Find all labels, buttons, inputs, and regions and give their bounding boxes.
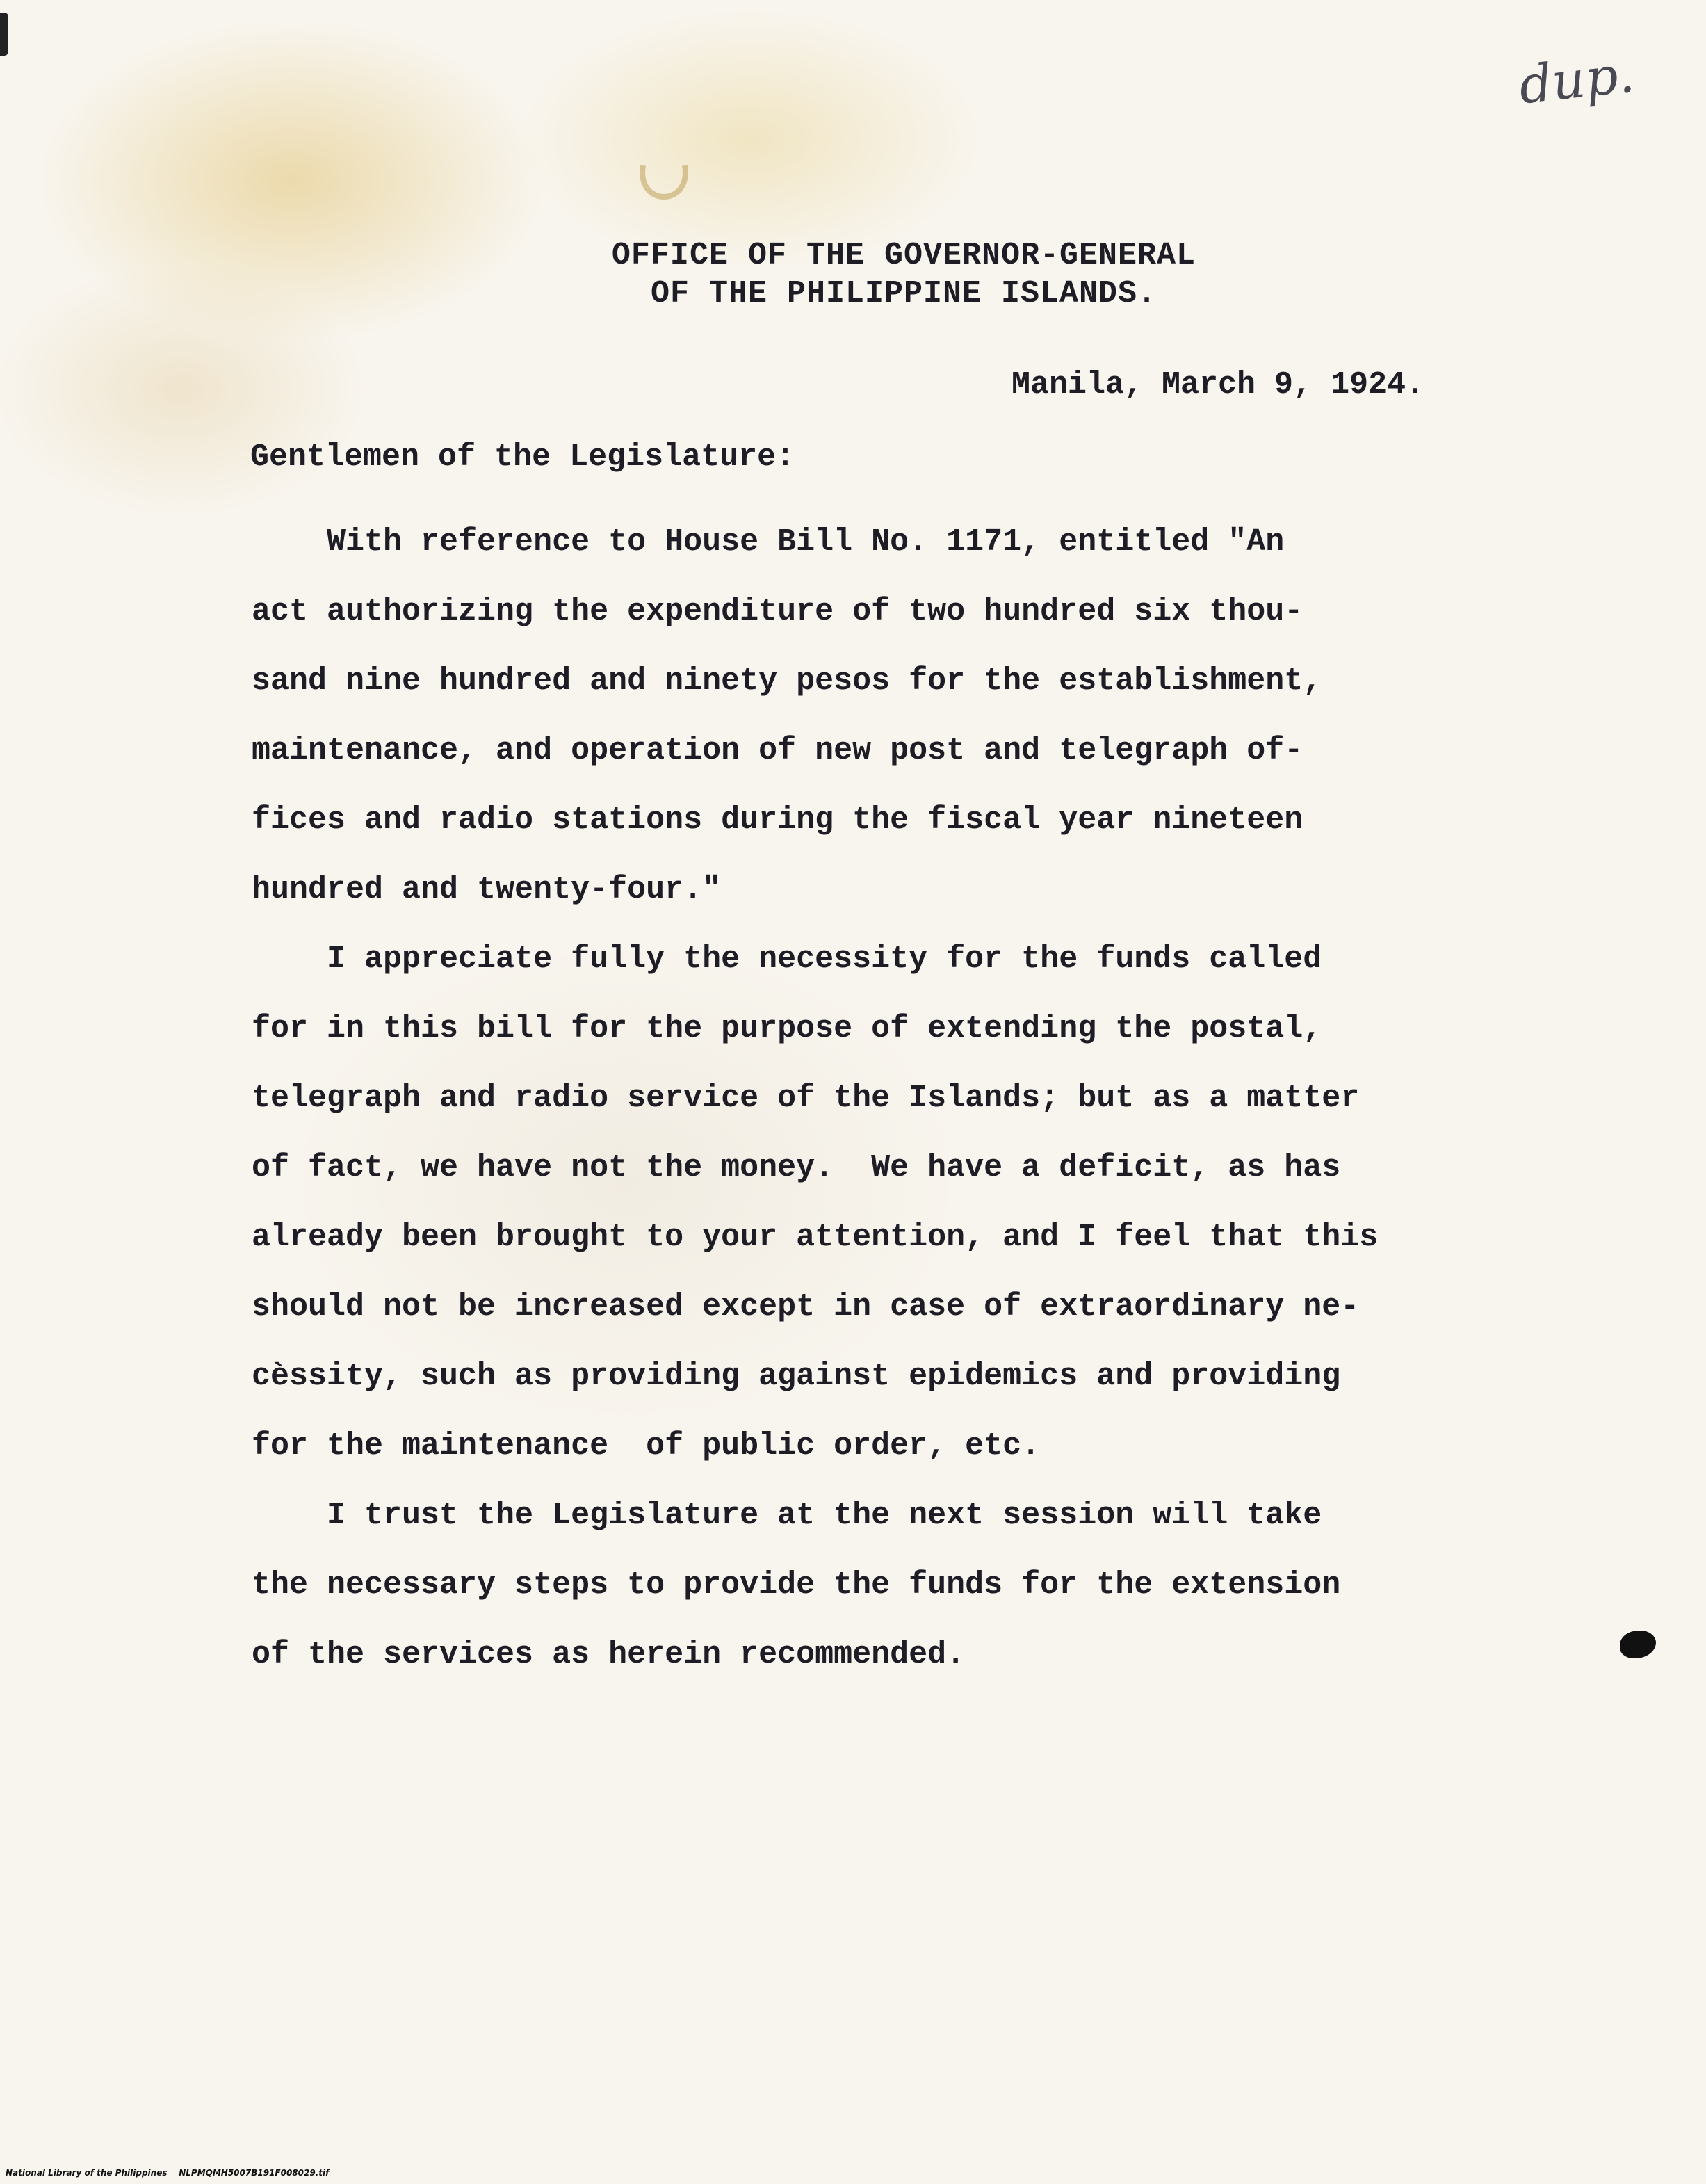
text-line: I trust the Legislature at the next session will take (252, 1498, 1322, 1533)
text-line: telegraph and radio service of the Islands; but as a matter (252, 1081, 1360, 1116)
paper-clip-mark (629, 159, 699, 221)
text-line: should not be increased except in case of extraordinary ne- (252, 1289, 1360, 1325)
salutation: Gentlemen of the Legislature: (250, 439, 795, 475)
text-line: cèssity, such as providing against epidemics and providing (252, 1359, 1341, 1394)
paragraph-1 (252, 508, 1573, 925)
edge-mark (0, 13, 8, 56)
footer-file-id: NLPMQMH5007B191F008029.tif (179, 2168, 330, 2178)
letterhead-line-2: OF THE PHILIPPINE ISLANDS. (650, 276, 1157, 312)
text-line: maintenance, and operation of new post and telegraph of- (252, 733, 1303, 768)
text-line: act authorizing the expenditure of two hundred six thou- (252, 594, 1303, 629)
text-line: the necessary steps to provide the funds for the extension (252, 1567, 1341, 1603)
text-line: sand nine hundred and ninety pesos for the establishment, (252, 663, 1322, 699)
paragraph-3 (252, 1481, 1573, 1690)
text-line: already been brought to your attention, and I feel that this (252, 1220, 1379, 1255)
text-line: for in this bill for the purpose of extending the postal, (252, 1011, 1322, 1046)
text-line: I appreciate fully the necessity for the funds called (252, 941, 1322, 977)
text-line: for the maintenance of public order, etc. (252, 1428, 1041, 1464)
text-line: of the services as herein recommended. (252, 1637, 966, 1672)
archive-footer (6, 2168, 329, 2178)
handwritten-note: dup. (1516, 44, 1637, 116)
footer-library: National Library of the Philippines (6, 2168, 168, 2178)
text-line: hundred and twenty-four." (252, 872, 722, 907)
ink-blot (1620, 1631, 1656, 1658)
letterhead-line-1: OFFICE OF THE GOVERNOR-GENERAL (611, 238, 1196, 273)
text-line: With reference to House Bill No. 1171, entitled "An (252, 524, 1285, 560)
letter-body (252, 508, 1573, 1690)
paragraph-2 (252, 925, 1573, 1481)
letterhead (0, 236, 1706, 313)
date-line: Manila, March 9, 1924. (1012, 367, 1425, 403)
text-line: of fact, we have not the money. We have a deficit, as has (252, 1150, 1341, 1186)
text-line: fices and radio stations during the fiscal year nineteen (252, 802, 1303, 838)
